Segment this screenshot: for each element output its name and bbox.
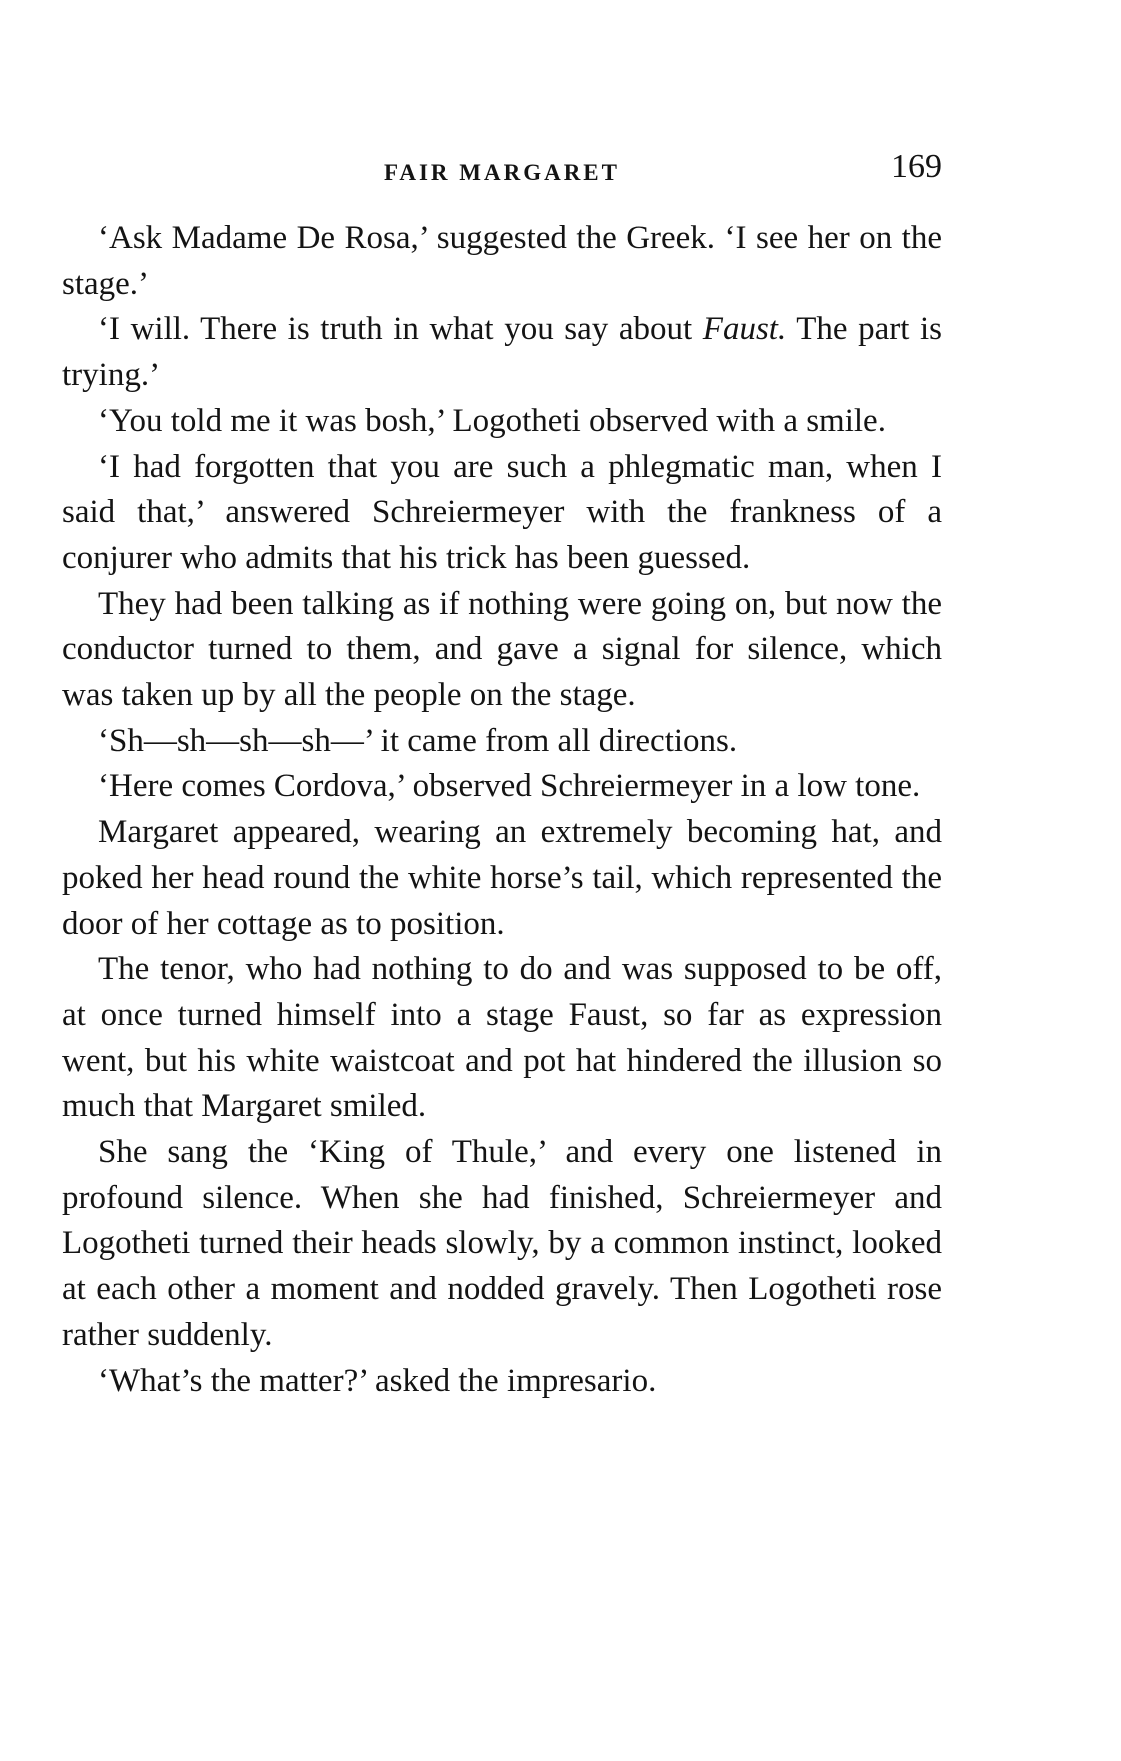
- running-header: [62, 148, 942, 192]
- paragraph: Margaret appeared, wearing an extremely becoming hat, and poked her head round the white horse’s tail, which represented the door of her cottage as to position.: [62, 814, 942, 942]
- italic-title: Faust.: [702, 311, 787, 348]
- paragraph: ‘I had forgotten that you are such a phlegmatic man, when I said that,’ answered Schreiermeyer with the frankness of a conjurer who admits that his trick has been guessed.: [62, 448, 942, 576]
- paragraph: The tenor, who had nothing to do and was supposed to be off, at once turned himself into a stage Faust, so far as expression went, but his white waistcoat and pot hat hindered the illusion so much that Margaret smiled.: [62, 951, 942, 1125]
- body-text: [62, 216, 942, 1404]
- paragraph: They had been talking as if nothing were going on, but now the conductor turned to them, and gave a signal for silence, which was taken up by all the people on the stage.: [62, 585, 942, 714]
- paragraph: ‘Here comes Cordova,’ observed Schreiermeyer in a low tone.: [98, 768, 921, 805]
- paragraph: ‘What’s the matter?’ asked the impresario.: [98, 1362, 657, 1399]
- paragraph: ‘You told me it was bosh,’ Logotheti observed with a smile.: [98, 402, 886, 439]
- running-title: FAIR MARGARET: [384, 160, 620, 185]
- book-page: [62, 148, 942, 1404]
- paragraph: She sang the ‘King of Thule,’ and every one listened in profound silence. When she had finished, Schreiermeyer and Logotheti turned their heads slowly, by a common instinct, looked at each other a moment and nodded gravely. Then Logotheti rose rather suddenly.: [62, 1134, 942, 1353]
- paragraph: ‘Sh—sh—sh—sh—’ it came from all directions.: [98, 722, 738, 759]
- paragraph: ‘Ask Madame De Rosa,’ suggested the Greek. ‘I see her on the stage.’: [62, 220, 942, 302]
- page-number: 169: [891, 148, 942, 185]
- paragraph: ‘I will. There is truth in what you say about Faust. The part is trying.’: [62, 311, 942, 394]
